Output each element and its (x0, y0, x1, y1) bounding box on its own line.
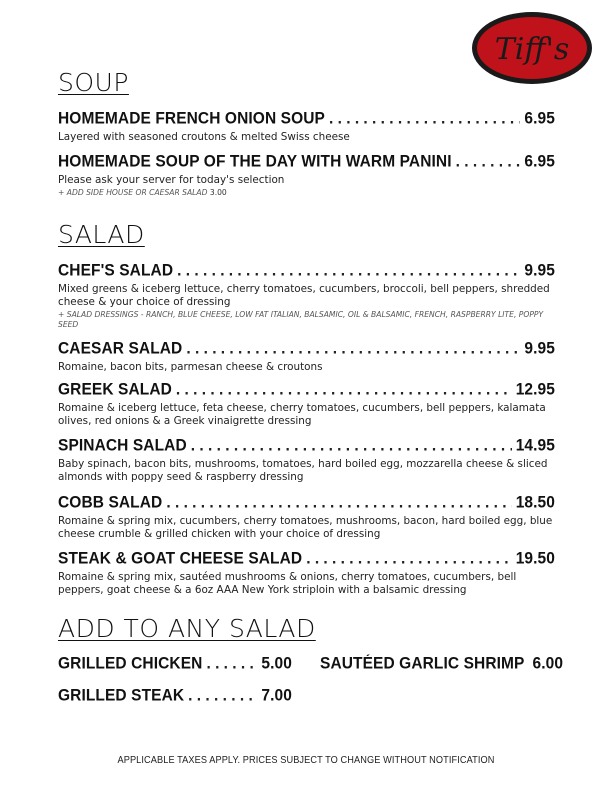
item-price: 5.00 (261, 654, 292, 673)
item-name: GREEK SALAD (58, 380, 172, 399)
tiffs-logo (470, 10, 594, 86)
dot-leader (206, 653, 257, 674)
addon-item (58, 655, 292, 674)
menu-item (58, 381, 555, 428)
item-price: 9.95 (524, 339, 555, 358)
note-text: + ADD SIDE HOUSE OR CAESAR SALAD (58, 188, 208, 197)
item-price: 9.95 (524, 261, 555, 280)
item-price: 6.95 (524, 152, 555, 171)
item-note: + SALAD DRESSINGS - RANCH, BLUE CHEESE, LOW FAT ITALIAN, BALSAMIC, OIL & BALSAMIC, FRENCH, RASPBERRY LITE, POPPY SEED (58, 310, 544, 329)
dot-leader (176, 379, 512, 400)
dot-leader (188, 685, 257, 706)
dot-leader (306, 548, 512, 569)
addon-item (58, 687, 292, 706)
item-description: Romaine & spring mix, cucumbers, cherry tomatoes, mushrooms, bacon, hard boiled egg, blue cheese crumble & grilled chicken with your choice of dressing (58, 515, 553, 540)
footer-disclaimer: APPLICABLE TAXES APPLY. PRICES SUBJECT TO CHANGE WITHOUT NOTIFICATION (117, 755, 495, 766)
menu-item (58, 550, 555, 597)
item-price: 19.50 (515, 549, 555, 568)
dot-leader (191, 435, 512, 456)
item-description: Romaine & iceberg lettuce, feta cheese, cherry tomatoes, cucumbers, bell peppers, kalamata olives, red onions & a Greek vinaigrette dressing (58, 402, 546, 427)
dot-leader (329, 108, 520, 129)
item-description: Layered with seasoned croutons & melted Swiss cheese (58, 131, 350, 143)
dot-leader (166, 492, 511, 513)
addon-item (320, 654, 564, 674)
item-price: 18.50 (515, 493, 555, 512)
item-name: SAUTÉED GARLIC SHRIMP (320, 654, 525, 673)
dot-leader (177, 260, 520, 281)
item-description: Romaine, bacon bits, parmesan cheese & croutons (58, 361, 323, 373)
dot-leader (186, 338, 520, 359)
section-title-salad: SALAD (58, 220, 145, 249)
item-note (58, 188, 555, 198)
note-price: 3.00 (209, 188, 227, 197)
item-name: SPINACH SALAD (58, 436, 187, 455)
item-name: GRILLED STEAK (58, 686, 185, 705)
item-name: CHEF'S SALAD (58, 261, 174, 280)
item-price: 6.95 (524, 109, 555, 128)
item-price: 6.00 (532, 654, 564, 673)
menu-item (58, 153, 555, 198)
item-name: GRILLED CHICKEN (58, 654, 203, 673)
menu-item (58, 437, 555, 484)
item-description: Please ask your server for today's selection (58, 174, 285, 186)
item-name: COBB SALAD (58, 493, 163, 512)
menu-item (58, 494, 555, 541)
menu-item (58, 340, 555, 374)
item-name: HOMEMADE SOUP OF THE DAY WITH WARM PANINI (58, 152, 452, 171)
menu-item (58, 262, 555, 330)
item-price: 14.95 (515, 436, 555, 455)
item-name: HOMEMADE FRENCH ONION SOUP (58, 109, 325, 128)
item-name: STEAK & GOAT CHEESE SALAD (58, 549, 303, 568)
menu-item (58, 110, 555, 144)
item-name: CAESAR SALAD (58, 339, 183, 358)
dot-leader (456, 151, 521, 172)
item-description: Mixed greens & iceberg lettuce, cherry tomatoes, cucumbers, broccoli, bell peppers, shredded cheese & your choice of dressing (58, 283, 550, 308)
item-price: 12.95 (515, 380, 555, 399)
item-price: 7.00 (261, 686, 292, 705)
logo-text: Tiff's (494, 32, 570, 67)
section-title-soup: SOUP (58, 68, 129, 97)
item-description: Romaine & spring mix, sautéed mushrooms & onions, cherry tomatoes, cucumbers, bell peppers, goat cheese & a 6oz AAA New York striploin with a balsamic dressing (58, 571, 517, 596)
section-title-add-to-any-salad: ADD TO ANY SALAD (58, 614, 316, 643)
item-description: Baby spinach, bacon bits, mushrooms, tomatoes, hard boiled egg, mozzarella cheese & sliced almonds with poppy seed & raspberry dressing (58, 458, 548, 483)
